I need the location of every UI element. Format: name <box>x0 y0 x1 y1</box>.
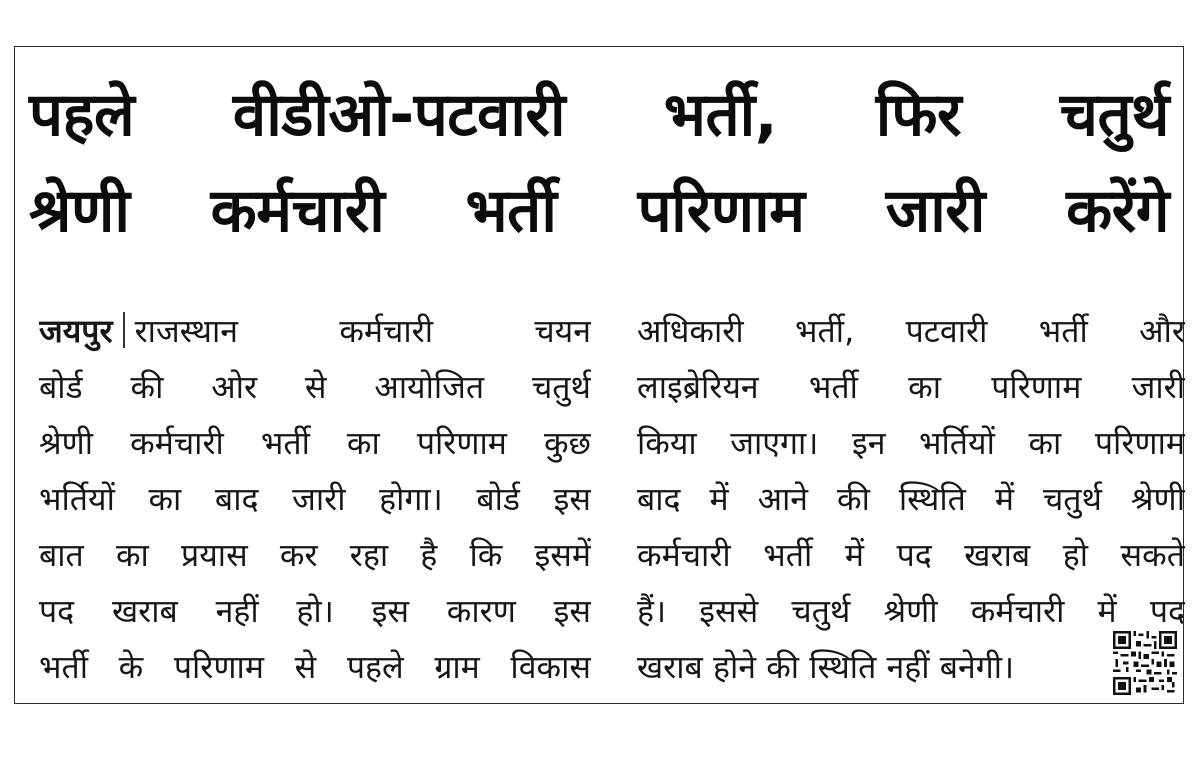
article-line: श्रेणी कर्मचारी भर्ती का परिणाम कुछ <box>39 424 591 462</box>
article-line: बात का प्रयास कर रहा है कि इसमें <box>39 536 591 574</box>
article-line: हैं। इससे चतुर्थ श्रेणी कर्मचारी में पद <box>637 592 1185 630</box>
article-line: भर्तियों का बाद जारी होगा। बोर्ड इस <box>39 480 591 518</box>
article-line: लाइब्रेरियन भर्ती का परिणाम जारी <box>637 368 1185 406</box>
article-line <box>39 303 591 359</box>
headline <box>29 67 1169 259</box>
article-line-text: राजस्थान कर्मचारी चयन <box>134 312 591 350</box>
dateline-separator <box>123 312 125 348</box>
article-line: भर्ती के परिणाम से पहले ग्राम विकास <box>39 648 591 686</box>
article-line: अधिकारी भर्ती, पटवारी भर्ती और <box>637 312 1185 350</box>
dateline: जयपुर <box>39 312 113 350</box>
news-clipping <box>14 46 1184 704</box>
article-column-left <box>39 303 591 695</box>
headline-line-2: श्रेणी कर्मचारी भर्ती परिणाम जारी करेंगे <box>29 176 1169 246</box>
article-line: बोर्ड की ओर से आयोजित चतुर्थ <box>39 368 591 406</box>
article-line: किया जाएगा। इन भर्तियों का परिणाम <box>637 424 1185 462</box>
article-line: बाद में आने की स्थिति में चतुर्थ श्रेणी <box>637 480 1185 518</box>
article-column-right <box>637 303 1185 695</box>
qr-code-icon <box>1113 631 1177 695</box>
article-line: कर्मचारी भर्ती में पद खराब हो सकते <box>637 536 1185 574</box>
headline-line-1: पहले वीडीओ-पटवारी भर्ती, फिर चतुर्थ <box>29 80 1169 150</box>
article-line: पद खराब नहीं हो। इस कारण इस <box>39 592 591 630</box>
article-line: खराब होने की स्थिति नहीं बनेगी। <box>637 648 1015 686</box>
